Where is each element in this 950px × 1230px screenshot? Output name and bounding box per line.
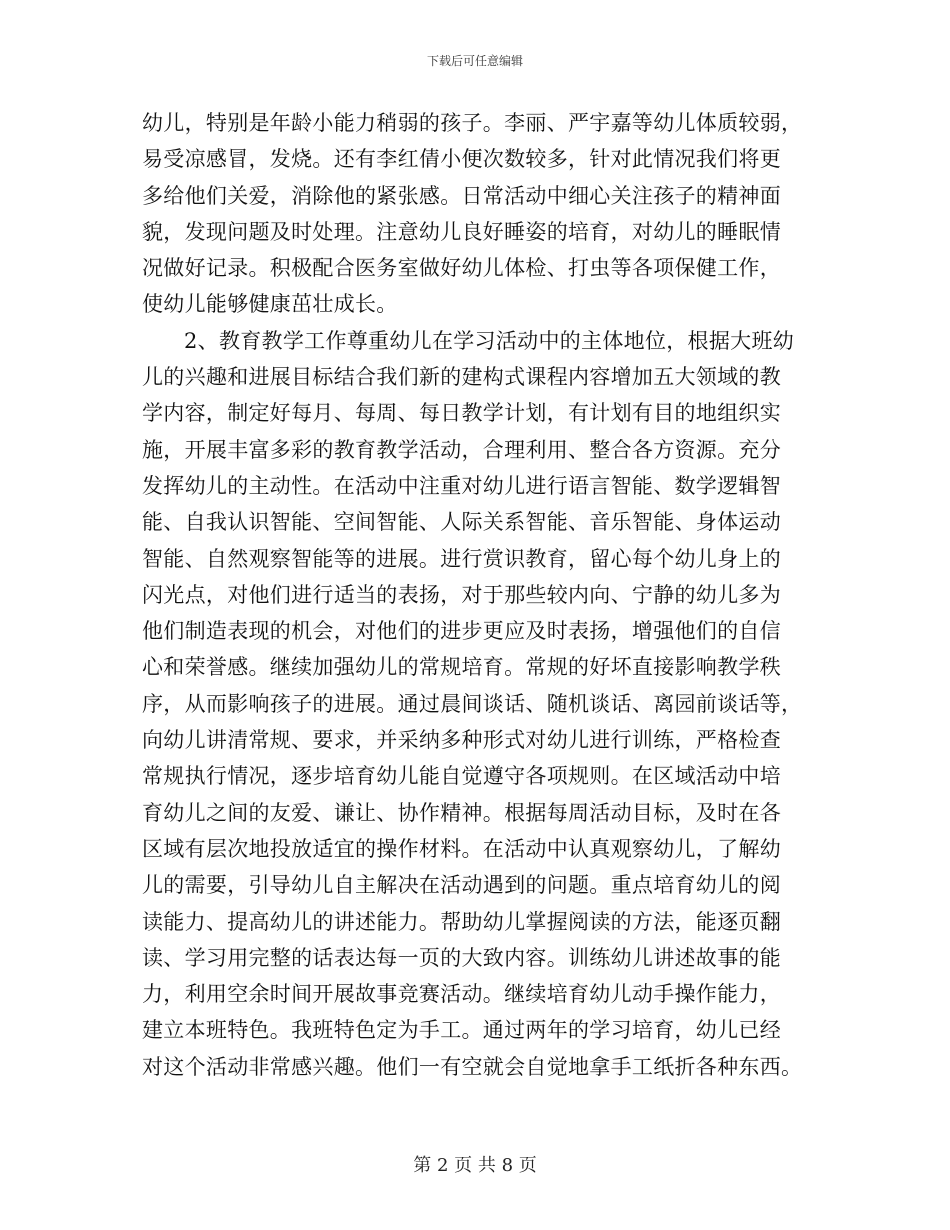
text-line: 智能、自然观察智能等的进展。进行赏识教育，留心每个幼儿身上的 — [142, 546, 781, 571]
text-line: 建立本班特色。我班特色定为手工。通过两年的学习培育，幼儿已经 — [142, 1018, 781, 1043]
text-line: 育幼儿之间的友爱、谦让、协作精神。根据每周活动目标，及时在各 — [142, 800, 781, 825]
text-line: 区域有层次地投放适宜的操作材料。在活动中认真观察幼儿，了解幼 — [142, 836, 781, 861]
text-line: 易受凉感冒，发烧。还有李红倩小便次数较多，针对此情况我们将更 — [142, 147, 781, 172]
text-line: 貌，发现问题及时处理。注意幼儿良好睡姿的培育，对幼儿的睡眠情 — [142, 219, 781, 244]
text-line: 常规执行情况，逐步培育幼儿能自觉遵守各项规则。在区域活动中培 — [142, 764, 781, 789]
text-line: 多给他们关爱，消除他的紧张感。日常活动中细心关注孩子的精神面 — [142, 183, 781, 208]
text-line: 施，开展丰富多彩的教育教学活动，合理利用、整合各方资源。充分 — [142, 437, 781, 462]
page-footer — [0, 1155, 950, 1177]
text-line: 儿的兴趣和进展目标结合我们新的建构式课程内容增加五大领域的教 — [142, 365, 781, 390]
text-line: 心和荣誉感。继续加强幼儿的常规培育。常规的好坏直接影响教学秩 — [142, 655, 781, 680]
page-number: 第 2 页 共 8 页 — [413, 1155, 537, 1176]
text-line: 儿的需要，引导幼儿自主解决在活动遇到的问题。重点培育幼儿的阅 — [142, 873, 781, 898]
text-line: 使幼儿能够健康茁壮成长。 — [142, 292, 398, 317]
text-line: 学内容，制定好每月、每周、每日教学计划，有计划有目的地组织实 — [142, 401, 781, 426]
text-line: 对这个活动非常感兴趣。他们一有空就会自觉地拿手工纸折各种东西。 — [142, 1054, 803, 1079]
text-line: 力，利用空余时间开展故事竞赛活动。继续培育幼儿动手操作能力， — [142, 982, 781, 1007]
text-line: 序，从而影响孩子的进展。通过晨间谈话、随机谈话、离园前谈话等， — [142, 691, 803, 716]
paragraph-start-line: 2、教育教学工作尊重幼儿在学习活动中的主体地位，根据大班幼 — [184, 328, 795, 353]
page-header — [0, 53, 950, 69]
document-body — [142, 105, 810, 1085]
text-line: 发挥幼儿的主动性。在活动中注重对幼儿进行语言智能、数学逻辑智 — [142, 473, 781, 498]
text-line: 读能力、提高幼儿的讲述能力。帮助幼儿掌握阅读的方法，能逐页翻 — [142, 909, 781, 934]
text-line: 他们制造表现的机会，对他们的进步更应及时表扬，增强他们的自信 — [142, 619, 781, 644]
text-line: 闪光点，对他们进行适当的表扬，对于那些较内向、宁静的幼儿多为 — [142, 582, 781, 607]
header-note: 下载后可任意编辑 — [426, 54, 523, 68]
text-line: 能、自我认识智能、空间智能、人际关系智能、音乐智能、身体运动 — [142, 510, 781, 535]
text-line: 况做好记录。积极配合医务室做好幼儿体检、打虫等各项保健工作， — [142, 256, 781, 281]
text-line: 幼儿，特别是年龄小能力稍弱的孩子。李丽、严宇嘉等幼儿体质较弱， — [142, 111, 803, 135]
text-line: 读、学习用完整的话表达每一页的大致内容。训练幼儿讲述故事的能 — [142, 945, 781, 970]
text-line: 向幼儿讲清常规、要求，并采纳多种形式对幼儿进行训练，严格检查 — [142, 728, 781, 753]
